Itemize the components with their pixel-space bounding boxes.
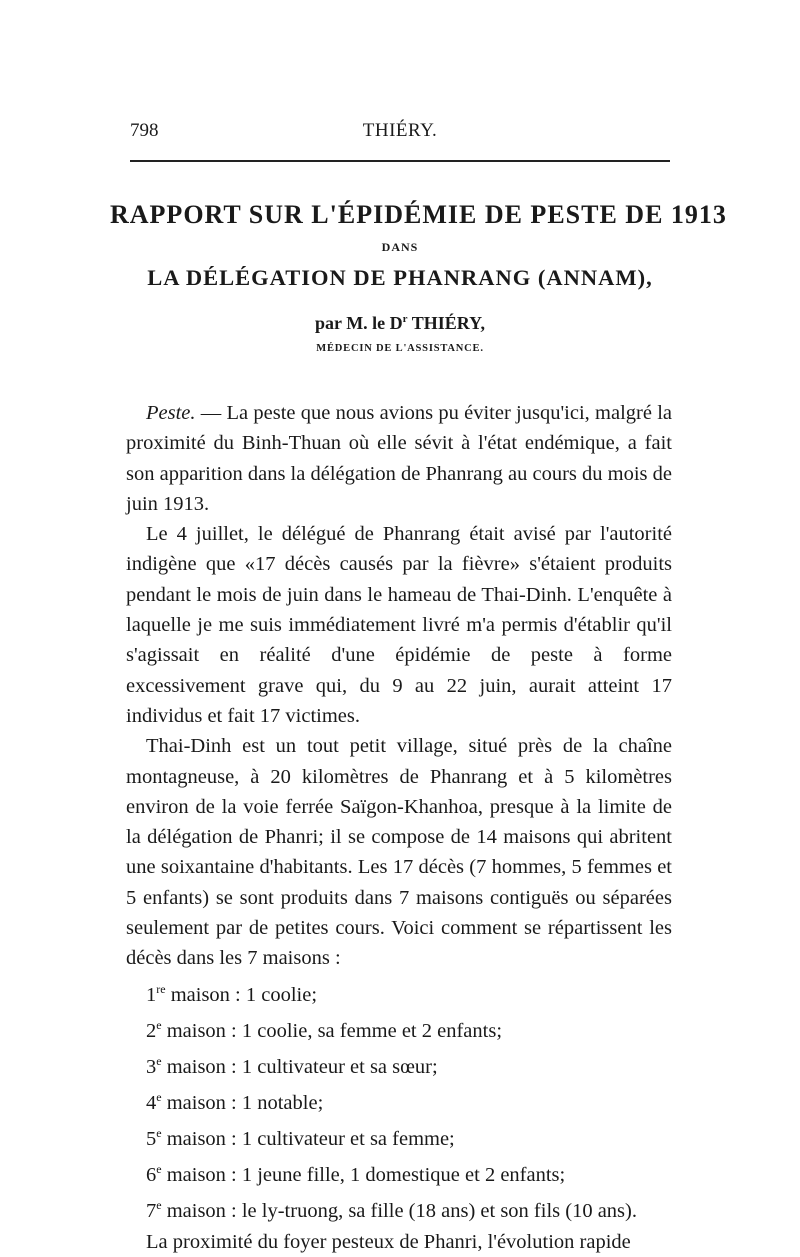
paragraph-1-text: — La peste que nous avions pu éviter jusqu'ici, malgré la proximité du Binh-Thuan où elle sévit à l'état endémique, a fait son apparition dans la délégation de Phanrang au cours du mois de juin 1913. [126, 402, 672, 515]
author-name: THIÉRY, [407, 313, 485, 333]
byline-prefix: par M. le D [315, 313, 403, 333]
title-block [110, 200, 727, 354]
header-rule [130, 160, 670, 162]
paragraph-1 [126, 398, 672, 519]
page-number: 798 [130, 120, 159, 141]
paragraph-3: Thai-Dinh est un tout petit village, situé près de la chaîne montagneuse, à 20 kilomètres de Phanrang et à 5 kilomètres environ de la voie ferrée Saïgon-Khanhoa, presque à la limite de la délégation de Phanri; il se compose de 14 maisons qui abritent une soixantaine d'habitants. Les 17 décès (7 hommes, 5 femmes et 5 enfants) se sont produits dans 7 maisons contiguës ou séparées seulement par de petites cours. Voici comment se répartissent les décès dans les 7 maisons : [126, 735, 672, 970]
article-subtitle: LA DÉLÉGATION DE PHANRANG (ANNAM), [147, 265, 653, 290]
list-item: 6e maison : 1 jeune fille, 1 domestique et 2 enfants; [146, 1162, 566, 1187]
running-head [130, 120, 670, 150]
title-connector: DANS [381, 240, 419, 254]
list-item: 4e maison : 1 notable; [146, 1090, 324, 1114]
list-item: 5e maison : 1 cultivateur et sa femme; [146, 1126, 455, 1150]
paragraph-2: Le 4 juillet, le délégué de Phanrang était avisé par l'autorité indigène que «17 décès causés par la fièvre» s'étaient produits pendant le mois de juin dans le hameau de Thai-Dinh. L'enquête à laquelle je me suis immédiatement livré m'a permis d'établir qu'il s'agissait en réalité d'une épidémie de peste à forme excessivement grave qui, du 9 au 22 juin, aurait atteint 17 individus et fait 17 victimes. [126, 523, 672, 727]
list-item: 2e maison : 1 coolie, sa femme et 2 enfants; [146, 1017, 503, 1042]
byline-sup: r [402, 313, 408, 325]
list-item: 3e maison : 1 cultivateur et sa sœur; [146, 1053, 438, 1078]
deaths-by-house-list [126, 974, 672, 1227]
list-item: 7e maison : le ly-truong, sa fille (18 ans) et son fils (10 ans). [146, 1198, 637, 1223]
list-item: 1re maison : 1 coolie; [146, 981, 318, 1006]
article-title: RAPPORT SUR L'ÉPIDÉMIE DE PESTE DE 1913 [110, 200, 727, 229]
author-affiliation: MÉDECIN DE L'ASSISTANCE. [316, 343, 484, 354]
article-body [126, 398, 672, 1257]
byline [110, 313, 690, 334]
paragraph-4: La proximité du foyer pesteux de Phanri, l'évolution rapide [146, 1230, 631, 1253]
running-title: THIÉRY. [362, 120, 438, 141]
section-lead: Peste. [146, 402, 196, 424]
